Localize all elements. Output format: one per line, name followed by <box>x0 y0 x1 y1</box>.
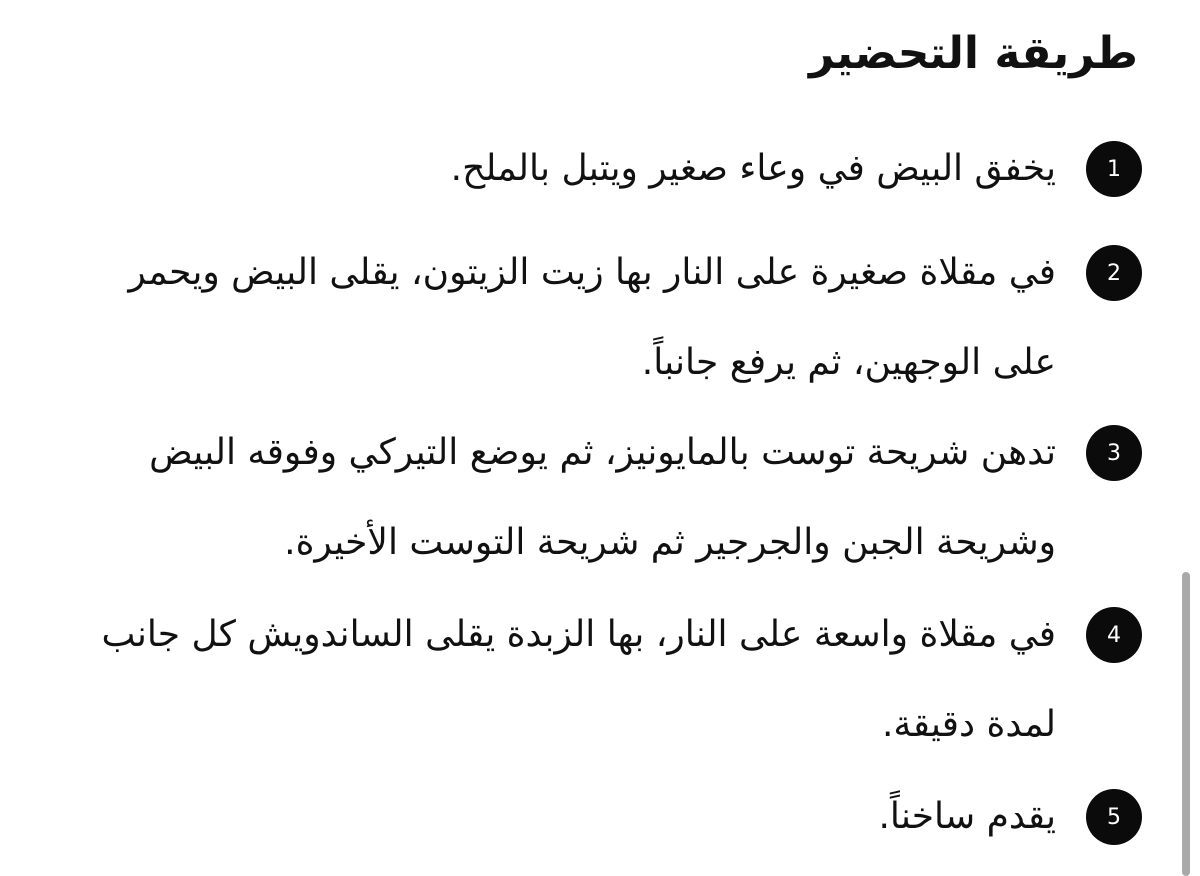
step-text: يخفق البيض في وعاء صغير ويتبل بالملح. <box>450 148 1056 189</box>
step-item-2 <box>40 230 1142 408</box>
step-number-badge: 1 <box>1086 141 1142 197</box>
step-number-badge: 2 <box>1086 245 1142 301</box>
step-text: يقدم ساخناً. <box>878 796 1056 837</box>
step-text: تدهن شريحة توست بالمايونيز، ثم يوضع التيركي وفوقه البيض وشريحة الجبن والجرجير ثم شريحة التوست الأخيرة. <box>149 432 1056 563</box>
step-number-badge: 5 <box>1086 789 1142 845</box>
step-item-5 <box>40 774 1142 862</box>
step-text: في مقلاة صغيرة على النار بها زيت الزيتون، يقلى البيض ويحمر على الوجهين، ثم يرفع جانباً. <box>128 252 1056 383</box>
step-item-3 <box>40 410 1142 588</box>
step-item-1 <box>40 126 1142 214</box>
step-item-4 <box>40 592 1142 770</box>
section-title: طريقة التحضير <box>809 28 1138 79</box>
step-number-badge: 3 <box>1086 425 1142 481</box>
vertical-scrollbar[interactable] <box>1182 572 1190 876</box>
step-number-badge: 4 <box>1086 607 1142 663</box>
step-text: في مقلاة واسعة على النار، بها الزبدة يقلى الساندويش كل جانب لمدة دقيقة. <box>101 614 1056 745</box>
